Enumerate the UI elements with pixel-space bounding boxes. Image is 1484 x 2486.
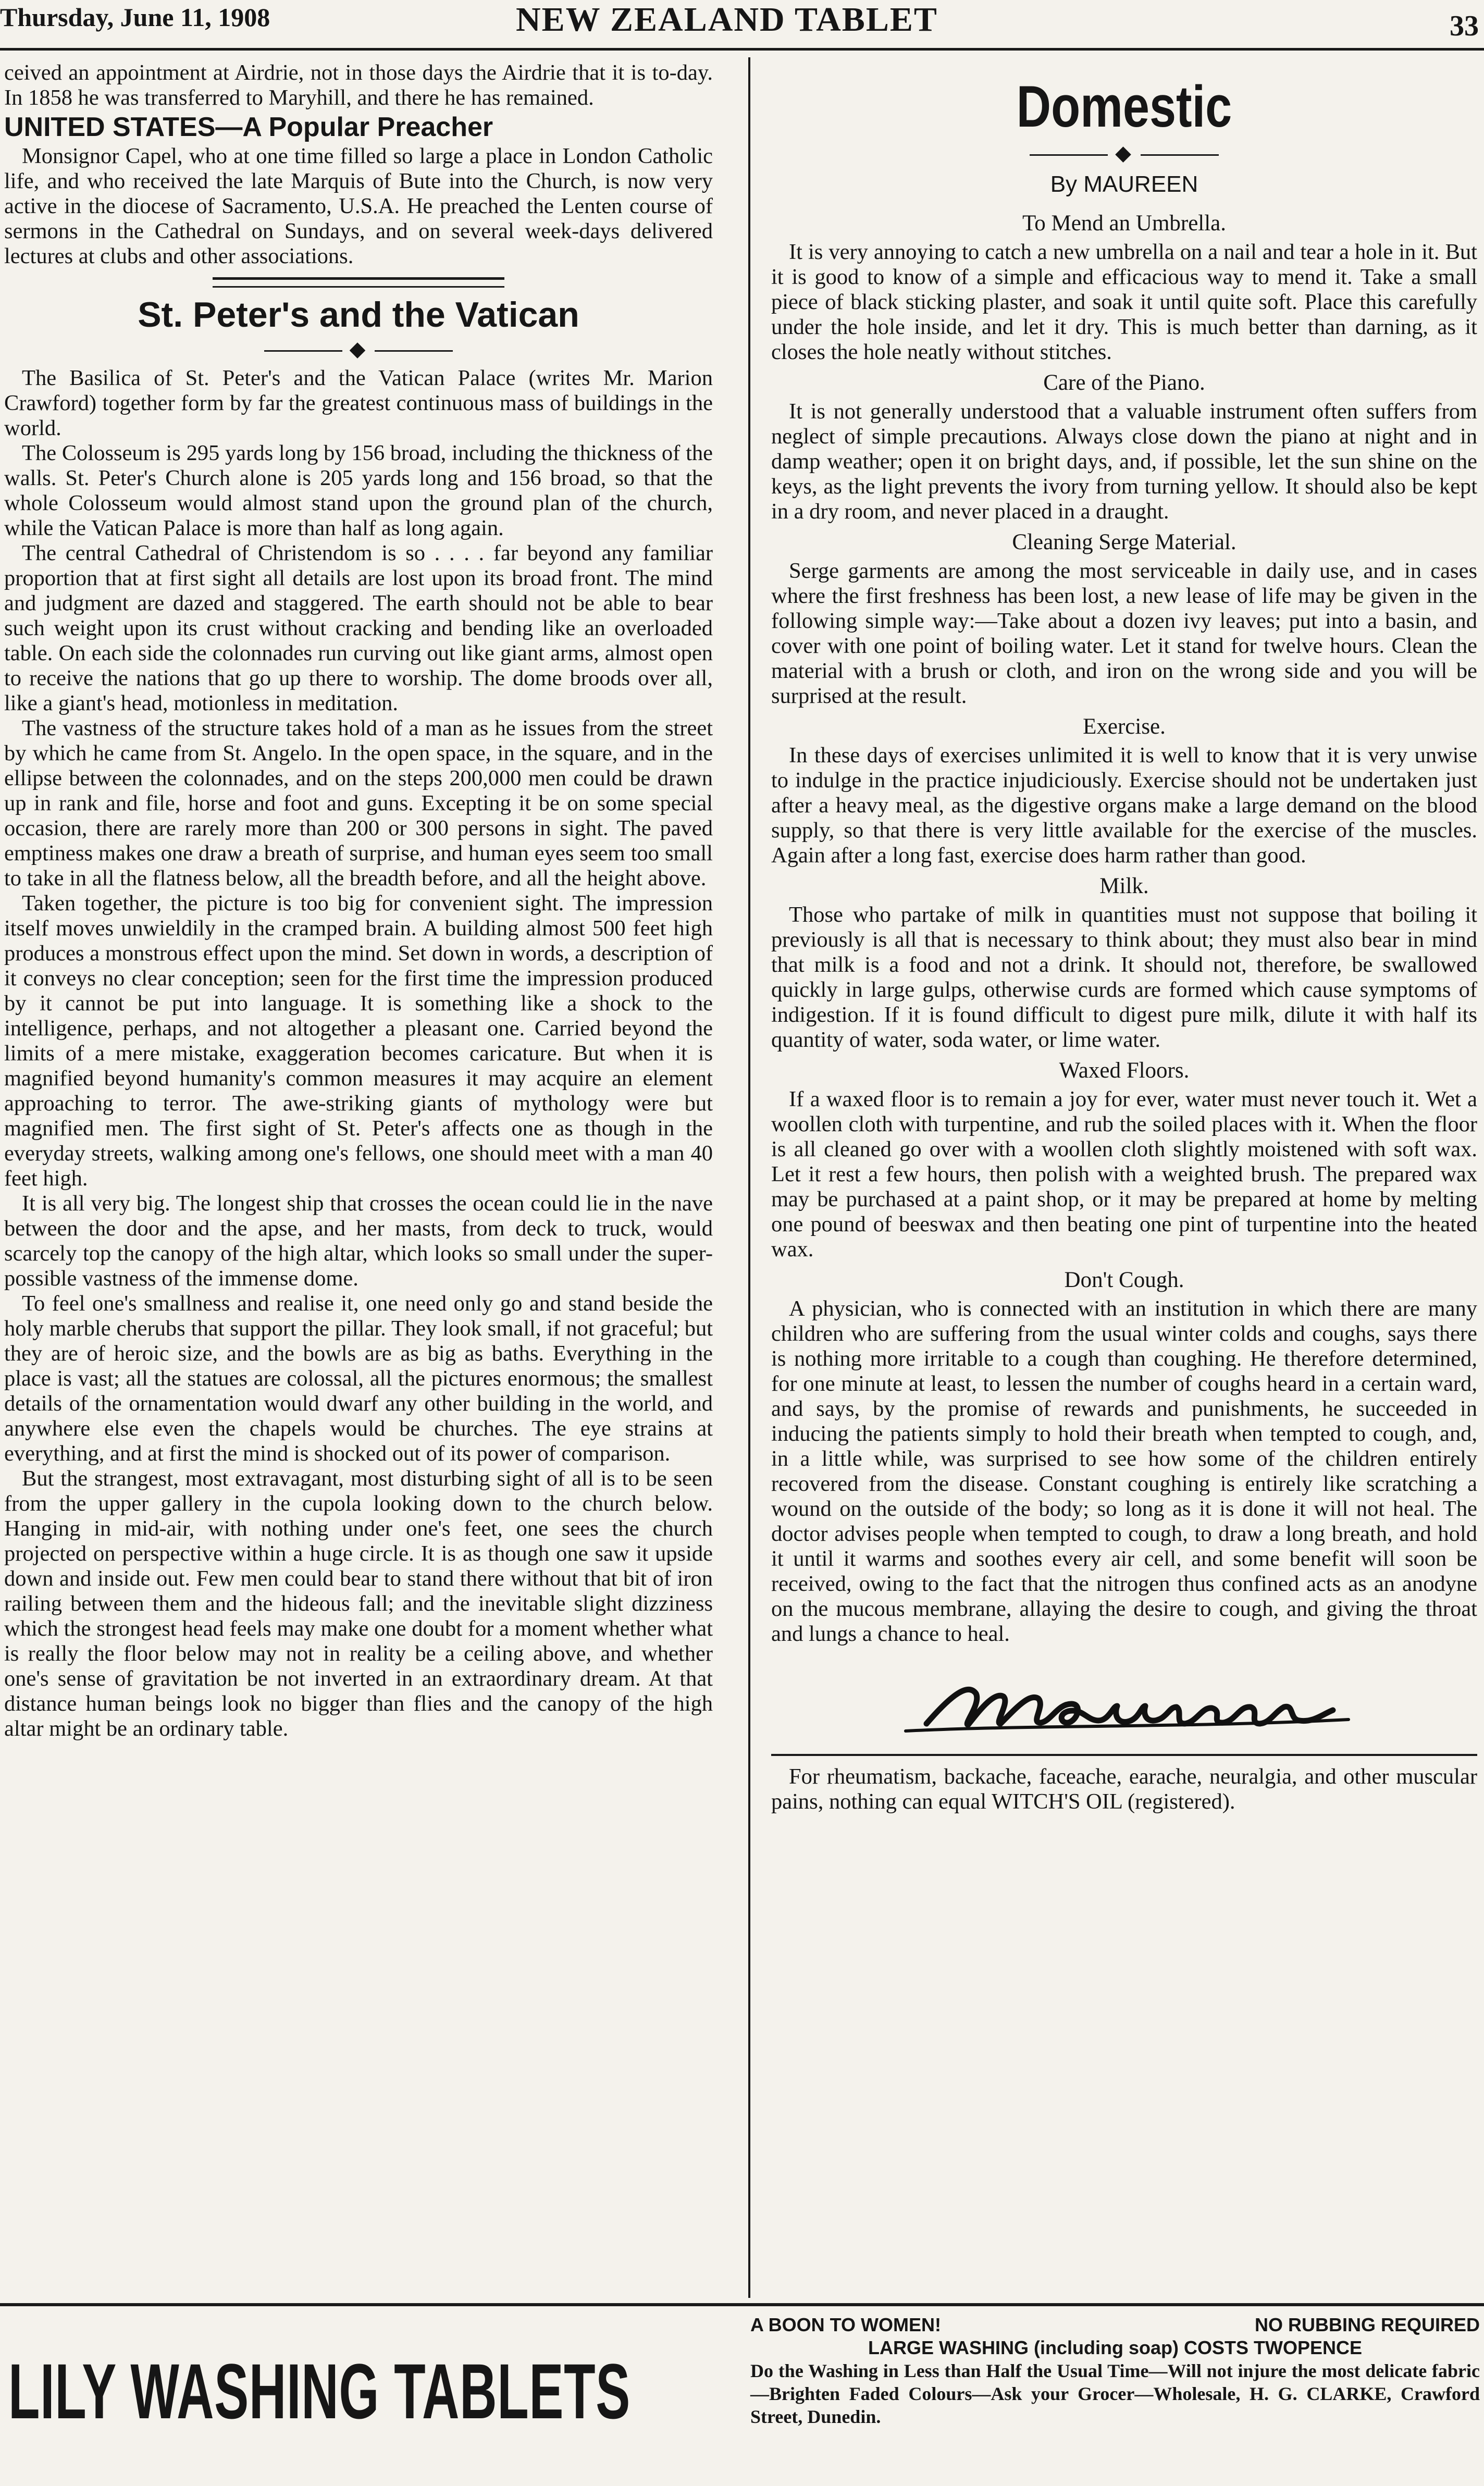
byline: By MAUREEN xyxy=(1050,171,1198,197)
publication-title: NEW ZEALAND TABLET xyxy=(516,1,938,39)
section-heading: Milk. xyxy=(1099,874,1149,898)
left-column xyxy=(4,60,713,2296)
section-heading: Cleaning Serge Material. xyxy=(1012,530,1236,554)
article-title: St. Peter's and the Vatican xyxy=(138,295,579,335)
us-heading: UNITED STATES—A Popular Preacher xyxy=(4,112,493,142)
section-text: Those who partake of milk in quantities must not suppose that boiling it previously is all that is necessary to think about; they must also bear in mind that milk is a food and not a drink. It should not, therefore, be swallowed quickly in large gulps, otherwise curds are formed which cause symptoms of indigestion. If it is found difficult to digest pure milk, dilute it with half its quantity of water, soda water, or lime water. xyxy=(771,902,1477,1052)
article-paragraph: To feel one's smallness and realise it, one need only go and stand beside the holy marble cherubs that support the pillar. They look small, if not graceful; but they are of heroic size, and the bowls are as big as baths. Everything in the place is vast; all the statues are colossal, all the pictures enormous; the smallest details of the ornamentation would dwarf any other building in the world, and anywhere else even the chapels would be churches. The eye strains at everything, and at first the mind is shocked out of its power of comparison. xyxy=(4,1291,713,1466)
masthead xyxy=(0,0,1484,51)
section-heading: Don't Cough. xyxy=(1064,1268,1184,1292)
us-paragraph: Monsignor Capel, who at one time filled so large a place in London Catholic life, and who received the late Marquis of Bute into the Church, is now very active in the diocese of Sacramento, U.S.A. He preached the Lenten course of sermons in the Cathedral on Sundays, and on several week-days delivered lectures at clubs and other associations. xyxy=(4,144,713,268)
title-ornament: ◆ xyxy=(4,338,713,361)
right-column xyxy=(771,60,1477,2296)
advert-claim: NO RUBBING REQUIRED xyxy=(1254,2314,1480,2335)
section-heading: Exercise. xyxy=(1083,714,1166,739)
section-text: It is not generally understood that a valuable instrument often suffers from neglect of simple precautions. Always close down the piano at night and in damp weather; open it on bright days, and, if possible, let the sun shine on the keys, as the light prevents the ivory from turning yellow. It should also be kept in a dry room, and never placed in a draught. xyxy=(771,399,1477,524)
section-heading: Care of the Piano. xyxy=(1043,370,1205,395)
advert-details xyxy=(750,2314,1480,2428)
article-paragraph: The vastness of the structure takes hold of a man as he issues from the street by which he came from St. Angelo. In the open space, in the square, and in the ellipse between the colonnades, and on the steps 200,000 men could be drawn up in rank and file, horse and foot and guns. Excepting it be on some special occasion, there are rarely more than 200 or 300 persons in sight. The paved emptiness makes one draw a breath of surprise, and human eyes seem too small to take in all the flatness below, all the breadth before, and all the height above. xyxy=(4,716,713,890)
section-text: A physician, who is connected with an institution in which there are many children who are suffering from the usual winter colds and coughs, says there is nothing more irritable to a cough than coughing. He therefore determined, for one minute at least, to lessen the number of coughs heard in a certain ward, and says, by the promise of rewards and punishments, he succeeded in inducing the patients simply to hold their breath when tempted to cough, and, in a little while, was surprised to see how some of the children entirely recovered from the disease. Constant coughing is entirely like scratching a wound on the outside of the body; so long as it is done it will not heal. The doctor advises people when tempted to cough, to draw a long breath, and hold it until it warms and soothes every air cell, and some benefit will soon be received, owing to the fact that the nitrogen thus confined acts as an anodyne on the mucous membrane, allaying the desire to cough, and giving the throat and lungs a chance to heal. xyxy=(771,1296,1477,1646)
section-heading: To Mend an Umbrella. xyxy=(1022,211,1227,236)
advert-price-line: LARGE WASHING (including soap) COSTS TWOPENCE xyxy=(868,2337,1362,2358)
page-number: 33 xyxy=(1450,10,1479,42)
maureen-signature-image xyxy=(864,1662,1385,1740)
domestic-title: Domestic xyxy=(1016,74,1232,139)
continued-text: ceived an appointment at Airdrie, not in those days the Airdrie that it is to-day. In 1858 he was transferred to Maryhill, and there he has remained. xyxy=(4,60,713,110)
section-text: Serge garments are among the most serviceable in daily use, and in cases where the first freshness has been lost, a new lease of life may be given in the following simple way:—Take about a dozen ivy leaves; put into a basin, and cover with one point of boiling water. Let it stand for twelve hours. Clean the material with a brush or cloth, and iron on the wrong side and you will be surprised at the result. xyxy=(771,559,1477,708)
article-paragraph: The Basilica of St. Peter's and the Vatican Palace (writes Mr. Marion Crawford) together form by far the greatest continuous mass of buildings in the world. xyxy=(4,366,713,440)
signature xyxy=(771,1662,1477,1740)
section-rule xyxy=(213,277,504,288)
bottom-advert xyxy=(0,2303,1484,2486)
article-paragraph: But the strangest, most extravagant, most disturbing sight of all is to be seen from the upper gallery in the cupola looking down to the church below. Hanging in mid-air, with nothing under one's feet, one sees the church projected on perspective within a huge circle. It is as though one saw it upside down and inside out. Few men could bear to stand there without that bit of iron railing between them and the hideous fall; and the inevitable slight dizziness which the strongest head feels may make one doubt for a moment whether what is really the floor below may not in reality be a ceiling above, and whether one's sense of gravitation be not inverted in an extraordinary dream. At that distance human beings look no bigger than flies and the canopy of the high altar might be an ordinary table. xyxy=(4,1466,713,1741)
advert-product-name: LILY WASHING TABLETS xyxy=(8,2347,630,2435)
witch-oil-text: For rheumatism, backache, faceache, earache, neuralgia, and other muscular pains, nothing can equal WITCH'S OIL (registered). xyxy=(771,1764,1477,1814)
witch-oil-notice xyxy=(771,1754,1477,1814)
section-text: In these days of exercises unlimited it is well to know that it is very unwise to indulge in the practice injudiciously. Exercise should not be undertaken just after a heavy meal, as the digestive organs make a large demand on the blood supply, so that there is very little available for the exercise of the muscles. Again after a long fast, exercise does harm rather than good. xyxy=(771,743,1477,868)
title-ornament: ◆ xyxy=(771,142,1477,165)
issue-date: Thursday, June 11, 1908 xyxy=(0,3,270,32)
article-paragraph: Taken together, the picture is too big for convenient sight. The impression itself moves unwieldily in the cramped brain. A building almost 500 feet high produces a monstrous effect upon the mind. Set down in words, a description of it conveys no clear conception; seen for the first time the impression produced by it cannot be put into language. It is something like a shock to the intelligence, perhaps, and not altogether a pleasant one. Carried beyond the limits of a mere mistake, exaggeration becomes caricature. But when it is magnified beyond humanity's common measures it may acquire an element approaching to terror. The awe-striking giants of mythology were but magnified men. The first sight of St. Peter's affects one as though in the everyday streets, walking among one's fellows, one should meet with a man 40 feet high. xyxy=(4,891,713,1191)
section-text: If a waxed floor is to remain a joy for ever, water must never touch it. Wet a woollen cloth with turpentine, and rub the soiled places with it. When the floor is all cleaned go over with a woollen cloth slightly moistened with soft wax. Let it rest a few hours, then polish with a weighted brush. The prepared wax may be purchased at a paint shop, or it may be prepared at home by melting one pound of beeswax and then beating one pint of turpentine into the heated wax. xyxy=(771,1087,1477,1261)
column-divider xyxy=(748,57,750,2298)
article-paragraph: It is all very big. The longest ship that crosses the ocean could lie in the nave between the door and the apse, and her masts, from deck to truck, would scarcely top the canopy of the high altar, which looks so small under the super-possible vastness of the immense dome. xyxy=(4,1191,713,1291)
advert-description: Do the Washing in Less than Half the Usual Time—Will not injure the most delicate fabric—Brighten Faded Colours—Ask your Grocer—Wholesale, H. G. CLARKE, Crawford Street, Dunedin. xyxy=(750,2360,1480,2427)
article-paragraph: The Colosseum is 295 yards long by 156 broad, including the thickness of the walls. St. Peter's Church alone is 205 yards long and 156 broad, so that the whole Colosseum would almost stand upon the ground plan of the church, while the Vatican Palace is more than half as long again. xyxy=(4,441,713,540)
advert-tagline: A BOON TO WOMEN! xyxy=(750,2314,941,2335)
section-text: It is very annoying to catch a new umbrella on a nail and tear a hole in it. But it is good to know of a simple and efficacious way to mend it. Take a small piece of black sticking plaster, and soak it until quite soft. Place this carefully under the hole inside, and let it dry. This is much better than darning, as it closes the hole neatly without stitches. xyxy=(771,240,1477,364)
article-paragraph: The central Cathedral of Christendom is so . . . . far beyond any familiar proportion that at first sight all details are lost upon its broad front. The mind and judgment are dazed and staggered. The earth should not be able to bear such weight upon its crust without cracking and bending like an overloaded table. On each side the colonnades run curving out like giant arms, almost open to receive the nations that go up there to worship. The dome broods over all, like a giant's head, motionless in meditation. xyxy=(4,541,713,715)
section-heading: Waxed Floors. xyxy=(1059,1058,1190,1083)
